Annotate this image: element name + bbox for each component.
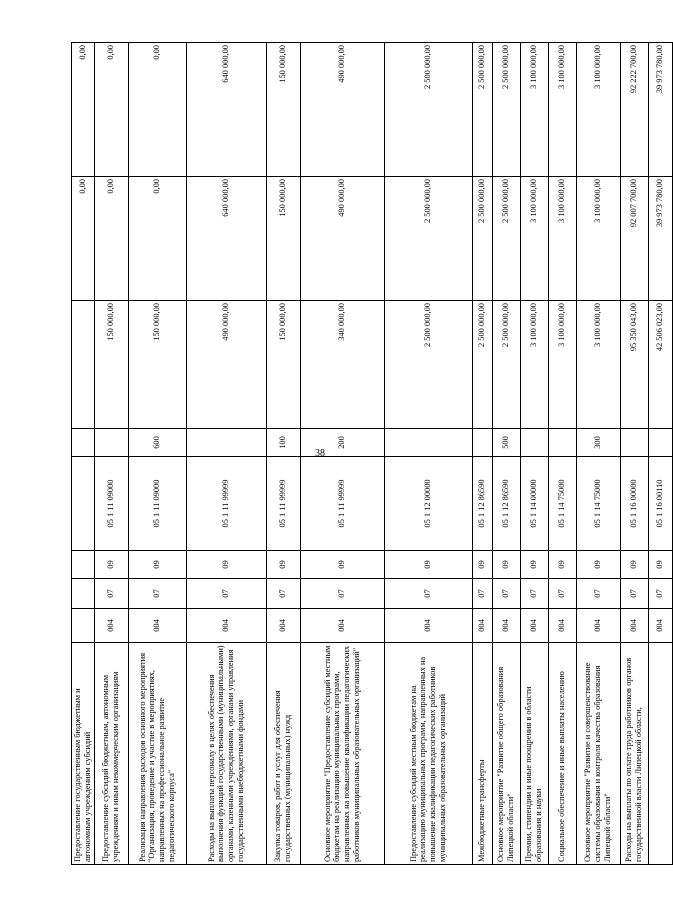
subsection-cell: 09: [128, 551, 186, 579]
table-row: [266, 43, 300, 865]
row-name-cell: Предоставление субсидий местным бюджетам на реализацию муниципальных программ, направленных на повышение квалификации педагогических работников муниципальных образовательных организаций: [384, 643, 472, 865]
section-cell: 07: [300, 579, 384, 609]
target-article-cell: 05 1 16 00110: [648, 457, 672, 551]
row-name-cell: Закупка товаров, работ и услуг для обеспечения государственных (муниципальных) нужд: [266, 643, 300, 865]
code-cell: 004: [186, 609, 266, 643]
code-cell: 004: [266, 609, 300, 643]
code-cell: 004: [128, 609, 186, 643]
amount-cell-1: 150 000,00: [266, 301, 300, 429]
amount-cell-1: 340 000,00: [300, 301, 384, 429]
section-cell: 07: [576, 579, 620, 609]
amount-cell-3: 150 000,00: [266, 43, 300, 177]
table-row: [548, 43, 576, 865]
code-cell: 004: [576, 609, 620, 643]
target-article-cell: 05 1 11 99999: [266, 457, 300, 551]
target-article-cell: [72, 457, 95, 551]
subsection-cell: 09: [620, 551, 648, 579]
subsection-cell: 09: [300, 551, 384, 579]
target-article-cell: 05 1 11 09000: [94, 457, 128, 551]
rotated-table-container: [71, 43, 665, 865]
subsection-cell: 09: [472, 551, 492, 579]
code-cell: 004: [648, 609, 672, 643]
amount-cell-2: 3 100 000,00: [548, 177, 576, 301]
expense-type-cell: [648, 429, 672, 457]
row-name-cell: Основное мероприятие "Развитие общего образования Липецкой области": [492, 643, 520, 865]
subsection-cell: 09: [520, 551, 548, 579]
subsection-cell: 09: [576, 551, 620, 579]
amount-cell-3: 92 222 700,00: [620, 43, 648, 177]
amount-cell-1: 2 500 000,00: [492, 301, 520, 429]
page-number: 38: [315, 448, 325, 459]
amount-cell-3: 640 000,00: [186, 43, 266, 177]
expense-type-cell: [94, 429, 128, 457]
expense-type-cell: [384, 429, 472, 457]
expense-type-cell: 300: [576, 429, 620, 457]
row-name-cell: Реализация направления расходов основного мероприятия "Организация, проведение и участие в мероприятиях, направленных на профессиональное развитие педагогического корпуса": [128, 643, 186, 865]
section-cell: 07: [492, 579, 520, 609]
target-article-cell: 05 1 12 86590: [492, 457, 520, 551]
expense-type-cell: [472, 429, 492, 457]
subsection-cell: 09: [94, 551, 128, 579]
target-article-cell: 05 1 12 00000: [384, 457, 472, 551]
row-name-cell: Основное мероприятие "Предоставление субсидий местным бюджетам на реализацию муниципальных программ, направленных на повышение квалификации педагогических работников муниципальных образовательных организаций": [300, 643, 384, 865]
amount-cell-3: 490 000,00: [300, 43, 384, 177]
section-cell: 07: [186, 579, 266, 609]
expense-type-cell: 600: [128, 429, 186, 457]
table-row: [576, 43, 620, 865]
amount-cell-1: 95 350 043,00: [620, 301, 648, 429]
amount-cell-2: 3 100 000,00: [576, 177, 620, 301]
expense-type-cell: [548, 429, 576, 457]
code-cell: 004: [472, 609, 492, 643]
row-name-cell: Премии, стипендии и иные поощрения в области образования и науки: [520, 643, 548, 865]
amount-cell-2: 150 000,00: [266, 177, 300, 301]
amount-cell-1: 3 100 000,00: [576, 301, 620, 429]
subsection-cell: 09: [266, 551, 300, 579]
code-cell: [72, 609, 95, 643]
code-cell: 004: [94, 609, 128, 643]
table-body: [72, 43, 673, 865]
table-row: [648, 43, 672, 865]
target-article-cell: 05 1 14 75000: [548, 457, 576, 551]
section-cell: 07: [384, 579, 472, 609]
amount-cell-3: 0,00: [72, 43, 95, 177]
section-cell: 07: [520, 579, 548, 609]
table-row: [384, 43, 472, 865]
amount-cell-2: 2 500 000,00: [472, 177, 492, 301]
amount-cell-1: 150 000,00: [128, 301, 186, 429]
amount-cell-2: 2 500 000,00: [492, 177, 520, 301]
code-cell: 004: [520, 609, 548, 643]
amount-cell-1: 42 506 023,00: [648, 301, 672, 429]
amount-cell-2: 490 000,00: [300, 177, 384, 301]
expense-type-cell: 200: [300, 429, 384, 457]
section-cell: 07: [94, 579, 128, 609]
table-row: [492, 43, 520, 865]
amount-cell-3: 2 500 000,00: [472, 43, 492, 177]
table-frame: [71, 43, 665, 865]
amount-cell-3: 0,00: [128, 43, 186, 177]
code-cell: 004: [492, 609, 520, 643]
amount-cell-1: 3 100 000,00: [520, 301, 548, 429]
amount-cell-1: 150 000,00: [94, 301, 128, 429]
amount-cell-3: 2 500 000,00: [492, 43, 520, 177]
row-name-cell: Межбюджетные трансферты: [472, 643, 492, 865]
amount-cell-2: 3 100 000,00: [520, 177, 548, 301]
row-name-cell: Расходы на выплаты персоналу в целях обеспечения выполнения функций государственными (муниципальными) органами, казенными учреждениями, органами управления государственными внебюджетными фондами: [186, 643, 266, 865]
amount-cell-2: 0,00: [128, 177, 186, 301]
code-cell: 004: [620, 609, 648, 643]
amount-cell-3: 2 500 000,00: [384, 43, 472, 177]
budget-table: [71, 42, 673, 865]
amount-cell-2: 39 973 780,00: [648, 177, 672, 301]
target-article-cell: 05 1 12 86590: [472, 457, 492, 551]
expense-type-cell: [186, 429, 266, 457]
amount-cell-1: 2 500 000,00: [472, 301, 492, 429]
section-cell: 07: [648, 579, 672, 609]
expense-type-cell: 100: [266, 429, 300, 457]
table-row: [620, 43, 648, 865]
table-row: [186, 43, 266, 865]
table-row: [520, 43, 548, 865]
target-article-cell: 05 1 11 99999: [300, 457, 384, 551]
expense-type-cell: [520, 429, 548, 457]
target-article-cell: 05 1 14 75000: [576, 457, 620, 551]
row-name-cell: Социальное обеспечение и иные выплаты населению: [548, 643, 576, 865]
subsection-cell: 09: [186, 551, 266, 579]
amount-cell-2: 640 000,00: [186, 177, 266, 301]
target-article-cell: 05 1 11 99999: [186, 457, 266, 551]
target-article-cell: 05 1 14 00000: [520, 457, 548, 551]
amount-cell-3: 3 100 000,00: [576, 43, 620, 177]
amount-cell-3: 0,00: [94, 43, 128, 177]
subsection-cell: 09: [548, 551, 576, 579]
row-name-cell: Предоставление государственным бюджетным и автономным учреждениям субсидий: [72, 643, 95, 865]
subsection-cell: 09: [492, 551, 520, 579]
subsection-cell: 09: [384, 551, 472, 579]
expense-type-cell: [72, 429, 95, 457]
table-row: [72, 43, 95, 865]
subsection-cell: [72, 551, 95, 579]
section-cell: 07: [620, 579, 648, 609]
amount-cell-3: 3 100 000,00: [520, 43, 548, 177]
amount-cell-2: 0,00: [94, 177, 128, 301]
row-name-cell: Предоставление субсидий бюджетным, автономным учреждениям и иным некоммерческим организациям: [94, 643, 128, 865]
section-cell: 07: [472, 579, 492, 609]
table-row: [300, 43, 384, 865]
section-cell: 07: [266, 579, 300, 609]
row-name-cell: Расходы на выплаты по оплате труда работников органов государственной власти Липецкой области,: [620, 643, 648, 865]
amount-cell-2: 2 500 000,00: [384, 177, 472, 301]
amount-cell-2: 0,00: [72, 177, 95, 301]
row-name-cell: Основное мероприятие "Развитие и совершенствование системы образования и контроля качества образования Липецкой области": [576, 643, 620, 865]
target-article-cell: 05 1 11 09000: [128, 457, 186, 551]
expense-type-cell: [620, 429, 648, 457]
amount-cell-3: 3 100 000,00: [548, 43, 576, 177]
amount-cell-1: 490 000,00: [186, 301, 266, 429]
code-cell: 004: [548, 609, 576, 643]
code-cell: 004: [384, 609, 472, 643]
table-row: [94, 43, 128, 865]
section-cell: 07: [548, 579, 576, 609]
code-cell: 004: [300, 609, 384, 643]
subsection-cell: 09: [648, 551, 672, 579]
section-cell: [72, 579, 95, 609]
amount-cell-1: 3 100 000,00: [548, 301, 576, 429]
table-row: [128, 43, 186, 865]
section-cell: 07: [128, 579, 186, 609]
amount-cell-3: 39 973 780,00: [648, 43, 672, 177]
amount-cell-1: [72, 301, 95, 429]
amount-cell-1: 2 500 000,00: [384, 301, 472, 429]
amount-cell-2: 92 007 700,00: [620, 177, 648, 301]
target-article-cell: 05 1 16 00000: [620, 457, 648, 551]
table-row: [472, 43, 492, 865]
row-name-cell: [648, 643, 672, 865]
expense-type-cell: 500: [492, 429, 520, 457]
